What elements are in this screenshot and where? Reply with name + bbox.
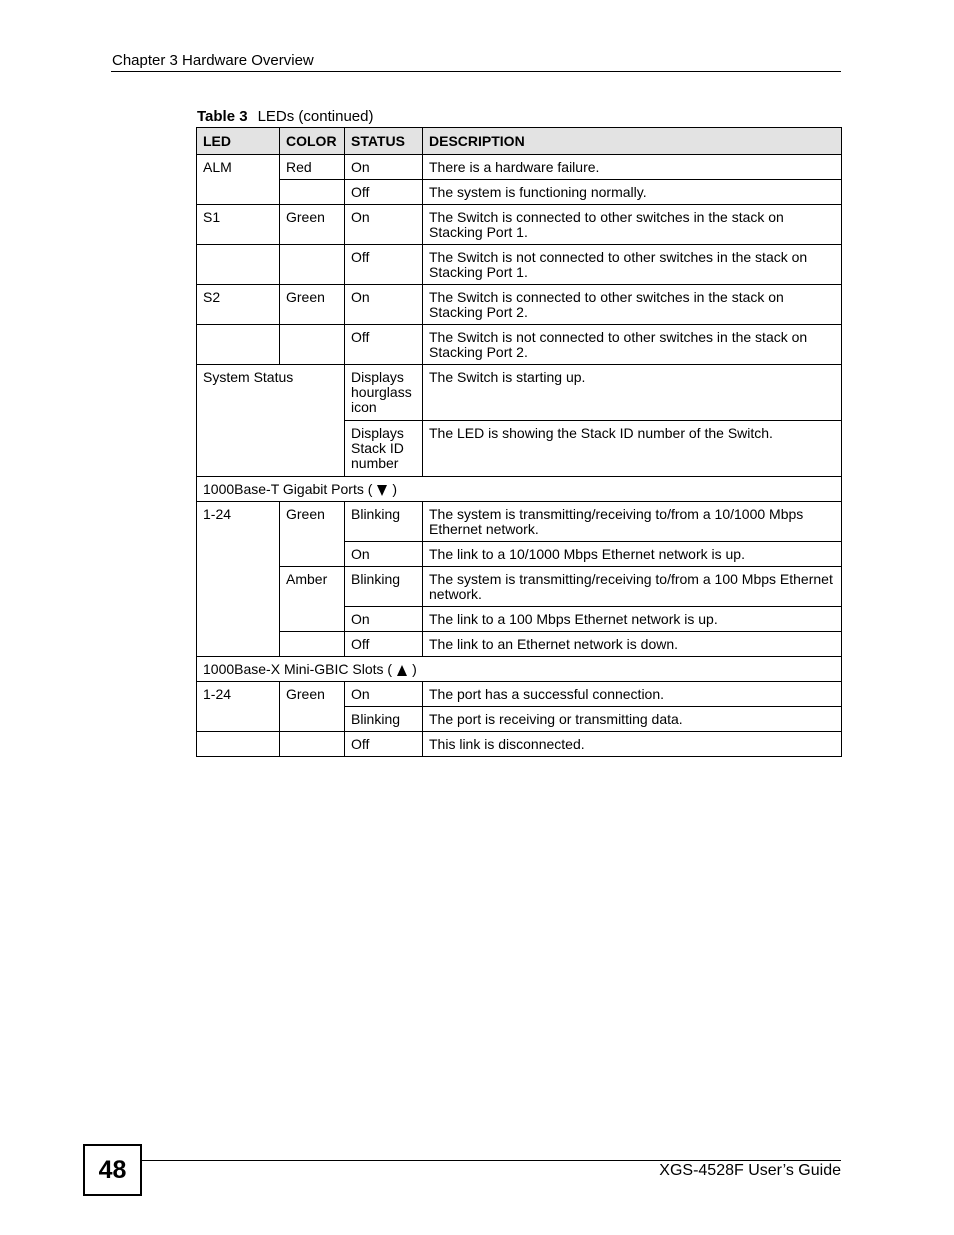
table-row <box>197 155 842 180</box>
led-cell: S1 <box>197 205 280 245</box>
color-cell <box>280 632 345 657</box>
triangle-down-icon <box>377 485 387 496</box>
section-row <box>197 657 842 682</box>
description-cell: The link to a 100 Mbps Ethernet network is up. <box>423 607 842 632</box>
table-row <box>197 365 842 421</box>
description-cell: This link is disconnected. <box>423 732 842 757</box>
color-cell <box>280 180 345 205</box>
table-caption-label: Table 3 <box>197 108 248 125</box>
col-header-color: COLOR <box>280 128 345 155</box>
table-row <box>197 245 842 285</box>
table-row <box>197 682 842 707</box>
color-cell: Green <box>280 285 345 325</box>
description-cell: The port has a successful connection. <box>423 682 842 707</box>
description-cell: The system is transmitting/receiving to/from a 100 Mbps Ethernet network. <box>423 567 842 607</box>
section-label-gigabit-ports: 1000Base-T Gigabit Ports ( ) <box>197 477 842 502</box>
section-row <box>197 477 842 502</box>
table-row <box>197 205 842 245</box>
table-row <box>197 502 842 542</box>
table-row <box>197 180 842 205</box>
status-cell: Blinking <box>345 502 423 542</box>
description-cell: The LED is showing the Stack ID number of the Switch. <box>423 421 842 477</box>
table-row <box>197 325 842 365</box>
description-cell: The Switch is not connected to other switches in the stack on Stacking Port 1. <box>423 245 842 285</box>
status-cell: Off <box>345 325 423 365</box>
table-row <box>197 285 842 325</box>
description-cell: The Switch is not connected to other switches in the stack on Stacking Port 2. <box>423 325 842 365</box>
status-cell: Off <box>345 180 423 205</box>
description-cell: The Switch is connected to other switches in the stack on Stacking Port 2. <box>423 285 842 325</box>
description-cell: The link to an Ethernet network is down. <box>423 632 842 657</box>
status-cell: On <box>345 155 423 180</box>
led-cell <box>197 325 280 365</box>
status-cell: On <box>345 542 423 567</box>
table-row <box>197 567 842 607</box>
led-table <box>196 127 842 757</box>
color-cell: Red <box>280 155 345 180</box>
table-row <box>197 732 842 757</box>
color-cell <box>280 732 345 757</box>
description-cell: The system is transmitting/receiving to/from a 10/1000 Mbps Ethernet network. <box>423 502 842 542</box>
header-divider <box>111 71 841 72</box>
status-cell: Off <box>345 245 423 285</box>
led-cell: 1-24 <box>197 502 280 657</box>
status-cell: On <box>345 205 423 245</box>
triangle-up-icon <box>397 665 407 676</box>
footer-divider <box>140 1160 841 1161</box>
color-cell: Green <box>280 502 345 567</box>
status-cell: On <box>345 607 423 632</box>
color-cell <box>280 325 345 365</box>
led-cell <box>197 732 280 757</box>
col-header-led: LED <box>197 128 280 155</box>
chapter-title: Chapter 3 Hardware Overview <box>112 52 314 69</box>
description-cell: The port is receiving or transmitting data. <box>423 707 842 732</box>
led-cell <box>197 245 280 285</box>
guide-title: XGS-4528F User’s Guide <box>659 1162 841 1179</box>
color-cell <box>280 245 345 285</box>
status-cell: On <box>345 682 423 707</box>
status-cell: On <box>345 285 423 325</box>
table-caption-title: LEDs (continued) <box>257 108 374 125</box>
col-header-description: DESCRIPTION <box>423 128 842 155</box>
status-cell: Displays Stack ID number <box>345 421 423 477</box>
description-cell: The Switch is starting up. <box>423 365 842 421</box>
status-cell: Blinking <box>345 567 423 607</box>
color-cell: Green <box>280 682 345 732</box>
section-label-mini-gbic-slots: 1000Base-X Mini-GBIC Slots ( ) <box>197 657 842 682</box>
status-cell: Blinking <box>345 707 423 732</box>
led-cell: ALM <box>197 155 280 205</box>
page-number: 48 <box>83 1144 142 1196</box>
led-cell: S2 <box>197 285 280 325</box>
status-cell: Off <box>345 632 423 657</box>
table-caption <box>197 108 373 125</box>
col-header-status: STATUS <box>345 128 423 155</box>
description-cell: There is a hardware failure. <box>423 155 842 180</box>
status-cell: Off <box>345 732 423 757</box>
description-cell: The Switch is connected to other switches in the stack on Stacking Port 1. <box>423 205 842 245</box>
color-cell: Green <box>280 205 345 245</box>
table-row <box>197 632 842 657</box>
table-header-row <box>197 128 842 155</box>
description-cell: The system is functioning normally. <box>423 180 842 205</box>
description-cell: The link to a 10/1000 Mbps Ethernet network is up. <box>423 542 842 567</box>
status-cell: Displays hourglass icon <box>345 365 423 421</box>
led-cell: System Status <box>197 365 345 477</box>
color-cell: Amber <box>280 567 345 632</box>
led-cell: 1-24 <box>197 682 280 732</box>
